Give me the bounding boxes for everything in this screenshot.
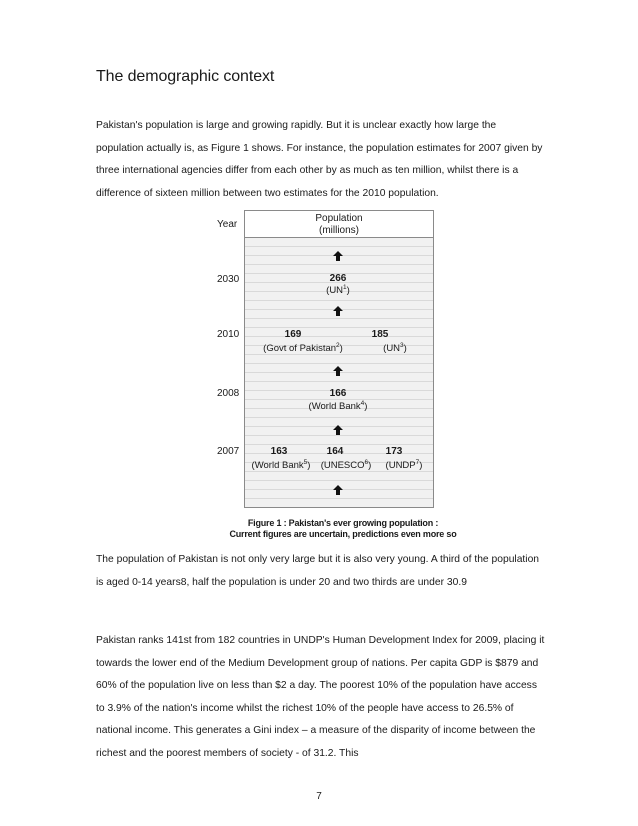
section-heading: The demographic context	[96, 68, 275, 85]
estimate-source: (Govt of Pakistan$^2$)	[263, 342, 343, 355]
figure-year-header: Year	[217, 219, 238, 230]
estimate-value: 266	[329, 273, 347, 284]
estimate-value: 169	[284, 329, 302, 340]
estimate-source: (World Bank$^5$)	[251, 459, 311, 472]
paragraph-intro: Pakistan's population is large and growing rapidly. But it is unclear exactly how large the population actually is, as Figure 1 shows. For instance, the population estimates for 2007 given by three international agencies differ from each other by as much as ten million, whilst there is a difference of sixteen million between two estimates for the 2010 population.	[96, 120, 543, 199]
year-label-2008: 2008	[217, 388, 240, 399]
estimate-source: (UNDP$^7$)	[385, 459, 423, 472]
estimate-source: (World Bank$^4$)	[308, 400, 368, 413]
population-header-line1: Population	[315, 213, 363, 224]
up-arrow-icon	[333, 366, 343, 376]
figure-caption-line1: Figure 1 : Pakistan's ever growing population :	[247, 518, 439, 528]
estimate-source: $(UN^3)$	[383, 342, 407, 355]
estimate-value: 185	[371, 329, 389, 340]
estimate-value: 166	[329, 388, 347, 399]
estimate-value: 173	[385, 446, 403, 457]
year-label-2007: 2007	[217, 446, 240, 457]
estimate-value: 164	[326, 446, 344, 457]
estimate-source: (UNESCO$^6$)	[320, 459, 372, 472]
up-arrow-icon	[333, 425, 343, 435]
paragraph-hdi: Pakistan ranks 141st from 182 countries in UNDP's Human Development Index for 2009, placing it towards the lower end of the Medium Development group of nations. Per capita GDP is $879 and 60% of the population live on less than $2 a day. The poorest 10% of the population have access to 3.9% of the nation's income whilst the richest 10% of the people have access to 26.5% of national income. This generates a Gini index – a measure of the disparity of income between the richest and the poorest members of society - of 31.2. This	[96, 635, 545, 759]
year-label-2010: 2010	[217, 329, 240, 340]
figure-caption-line2: Current figures are uncertain, predictions even more so	[229, 529, 457, 539]
figure-population-header	[244, 210, 434, 238]
up-arrow-icon	[333, 306, 343, 316]
up-arrow-icon	[333, 251, 343, 261]
estimate-source: $(UN^1)$	[326, 284, 350, 297]
year-label-2030: 2030	[217, 274, 240, 285]
population-header-line2: (millions)	[319, 225, 359, 236]
page-number: 7	[316, 791, 322, 802]
estimate-value: 163	[270, 446, 288, 457]
paragraph-young-population: The population of Pakistan is not only very large but it is also very young. A third of the population is aged 0-14 years8, half the population is under 20 and two thirds are under 30.9	[96, 554, 540, 588]
up-arrow-icon	[333, 485, 343, 495]
